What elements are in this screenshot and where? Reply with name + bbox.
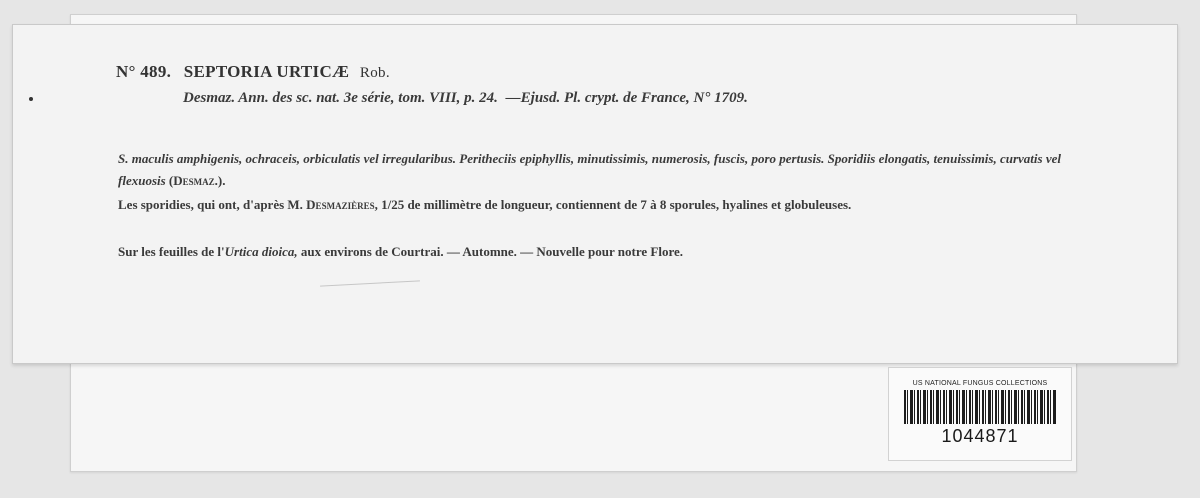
ink-dot [29, 97, 33, 101]
habitat-text-end: aux environs de Courtrai. — Automne. — Nouvelle pour notre Flore. [300, 244, 684, 259]
habitat-locality [118, 241, 1086, 263]
note-text-start: Les sporidies, qui ont, d'après M. [118, 197, 303, 212]
label-heading [116, 62, 390, 82]
sporidia-note [118, 194, 1086, 216]
latin-description [118, 148, 1086, 192]
reference-secondary: —Ejusd. Pl. crypt. de France, N° 1709. [505, 90, 748, 106]
note-text-end: 1/25 de millimètre de longueur, contiennent de 7 à 8 sporules, hyalines et globuleuses. [381, 197, 852, 212]
barcode-icon [904, 390, 1056, 424]
specimen-number: N° 489. [116, 62, 172, 81]
collection-name: US NATIONAL FUNGUS COLLECTIONS [912, 380, 1048, 387]
description-authority: (Desmaz.). [168, 173, 226, 188]
reference-primary: Desmaz. Ann. des sc. nat. 3e série, tom. VIII, p. 24. [183, 90, 498, 106]
habitat-text-start: Sur les feuilles de l' [118, 244, 225, 259]
note-author-name: Desmazières, [306, 197, 378, 212]
species-author: Rob. [359, 65, 390, 81]
description-text: S. maculis amphigenis, ochraceis, orbiculatis vel irregularibus. Peritheciis epiphyllis, minutissimis, numerosis, fuscis, poro pertusis. Sporidiis elongatis, tenuissimis, curvatis vel flexuosis [118, 151, 1061, 188]
literature-reference [183, 90, 748, 107]
barcode-label [888, 367, 1072, 461]
host-species: Urtica dioica, [224, 244, 298, 259]
catalog-number: 1044871 [941, 426, 1019, 446]
species-name: SEPTORIA URTICÆ [183, 62, 350, 81]
